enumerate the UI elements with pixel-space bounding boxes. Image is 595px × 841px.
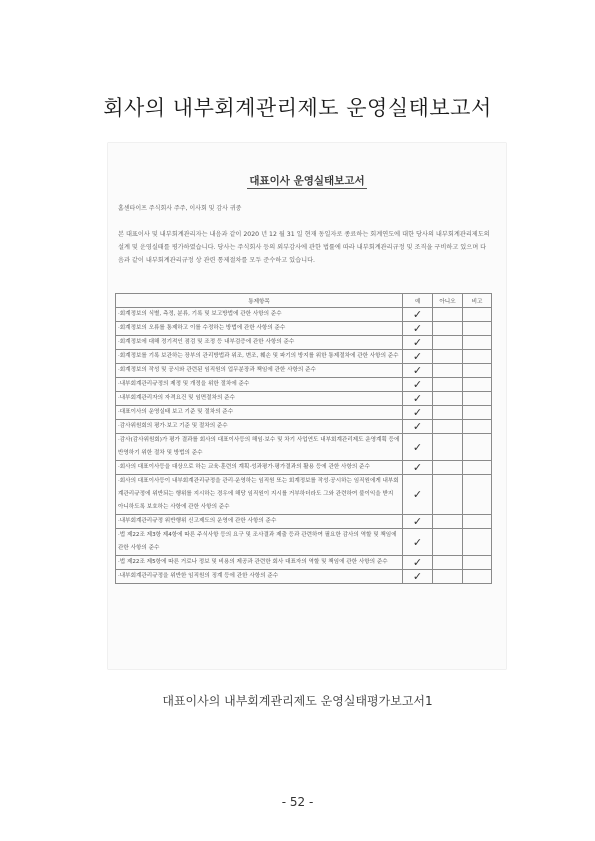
- table-header-row: [116, 294, 492, 308]
- table-row: [116, 420, 492, 434]
- table-row: [116, 308, 492, 322]
- yes-check-mark: ✓: [403, 475, 433, 515]
- table-row: [116, 529, 492, 556]
- yes-check-mark: ✓: [403, 461, 433, 475]
- yes-check-mark: ✓: [403, 556, 433, 570]
- control-item-text: ·내부회계관리규정의 제정 및 개정을 위한 절차에 준수: [116, 378, 403, 392]
- yes-check-mark: ✓: [403, 336, 433, 350]
- control-item-text: ·회계정보의 식별, 측정, 분류, 기록 및 보고방법에 관한 사항의 준수: [116, 308, 403, 322]
- yes-check-mark: ✓: [403, 350, 433, 364]
- header-remarks: 비고: [463, 294, 492, 308]
- control-item-text: ·내부회계관리규정 위반행위 신고제도의 운영에 관한 사항의 준수: [116, 515, 403, 529]
- remarks-cell: [463, 322, 492, 336]
- control-item-text: ·회사의 대표이사등이 내부회계관리규정을 관리·운영하는 임직원 또는 회계정보를 작성·공시하는 임직원에게 내부회계관리규정에 위반되는 행위를 지시하는 경우에 해당 임직원이 지시를 거부하더라도 그와 관련하여 불이익을 받지 아니하도록 보호하는 사항에 관한 사항의 준수: [116, 475, 403, 515]
- remarks-cell: [463, 364, 492, 378]
- no-cell: [433, 336, 463, 350]
- header-yes: 예: [403, 294, 433, 308]
- header-no: 아니오: [433, 294, 463, 308]
- table-row: [116, 406, 492, 420]
- scanned-report: [108, 143, 506, 669]
- yes-check-mark: ✓: [403, 570, 433, 584]
- remarks-cell: [463, 350, 492, 364]
- yes-check-mark: ✓: [403, 406, 433, 420]
- control-item-text: ·회계정보에 대해 정기적인 점검 및 조정 등 내부검증에 관한 사항의 준수: [116, 336, 403, 350]
- remarks-cell: [463, 570, 492, 584]
- report-title: [108, 173, 506, 188]
- report-title-text: 대표이사 운영실태보고서: [249, 175, 365, 187]
- table-row: [116, 475, 492, 515]
- table-row: [116, 461, 492, 475]
- table-row: [116, 434, 492, 461]
- table-row: [116, 364, 492, 378]
- no-cell: [433, 378, 463, 392]
- control-item-text: ·대표이사의 운영실태 보고 기준 및 절차의 준수: [116, 406, 403, 420]
- control-item-text: ·내부회계관리규정을 위반한 임직원의 징계 등에 관한 사항의 준수: [116, 570, 403, 584]
- remarks-cell: [463, 336, 492, 350]
- yes-check-mark: ✓: [403, 434, 433, 461]
- table-row: [116, 322, 492, 336]
- remarks-cell: [463, 392, 492, 406]
- control-item-text: ·회사의 대표이사등을 대상으로 하는 교육·훈련의 계획·성과평가·평가결과의 활용 등에 관한 사항의 준수: [116, 461, 403, 475]
- control-item-text: ·감사(감사위원회)가 평가 결과를 회사의 대표이사등의 해임·보수 및 차기 사업연도 내부회계관리제도 운영계획 등에 반영하기 위한 절차 및 방법의 준수: [116, 434, 403, 461]
- yes-check-mark: ✓: [403, 308, 433, 322]
- header-control-item: 통제항목: [116, 294, 403, 308]
- control-item-text: ·회계정보를 기록 보관하는 장부의 관리방법과 위조, 변조, 훼손 및 파기의 방지를 위한 통제절차에 관한 사항의 준수: [116, 350, 403, 364]
- remarks-cell: [463, 556, 492, 570]
- remarks-cell: [463, 515, 492, 529]
- control-item-text: ·법 제22조 제3항 제4항에 따른 주식사항 등의 요구 및 조사결과 제출 등과 관련하여 필요한 감사의 역할 및 책임에 관한 사항의 준수: [116, 529, 403, 556]
- control-item-text: ·내부회계관리자의 자격요건 및 임면절차의 준수: [116, 392, 403, 406]
- no-cell: [433, 350, 463, 364]
- table-row: [116, 570, 492, 584]
- no-cell: [433, 529, 463, 556]
- no-cell: [433, 461, 463, 475]
- no-cell: [433, 322, 463, 336]
- yes-check-mark: ✓: [403, 420, 433, 434]
- yes-check-mark: ✓: [403, 392, 433, 406]
- remarks-cell: [463, 420, 492, 434]
- page-number: - 52 -: [281, 795, 314, 809]
- control-item-text: ·감사위원회의 평가·보고 기준 및 절차의 준수: [116, 420, 403, 434]
- table-row: [116, 556, 492, 570]
- no-cell: [433, 475, 463, 515]
- report-addressee: 홈센타이프 주식회사 주주, 이사회 및 감사 귀중: [118, 205, 242, 212]
- page-title: 회사의 내부회계관리제도 운영실태보고서: [103, 96, 492, 120]
- no-cell: [433, 406, 463, 420]
- no-cell: [433, 420, 463, 434]
- remarks-cell: [463, 461, 492, 475]
- no-cell: [433, 308, 463, 322]
- table-row: [116, 515, 492, 529]
- control-item-text: ·회계정보의 오류를 통제하고 이를 수정하는 방법에 관한 사항의 준수: [116, 322, 403, 336]
- no-cell: [433, 434, 463, 461]
- remarks-cell: [463, 475, 492, 515]
- no-cell: [433, 556, 463, 570]
- yes-check-mark: ✓: [403, 364, 433, 378]
- remarks-cell: [463, 434, 492, 461]
- no-cell: [433, 515, 463, 529]
- remarks-cell: [463, 529, 492, 556]
- no-cell: [433, 570, 463, 584]
- table-row: [116, 350, 492, 364]
- table-row: [116, 378, 492, 392]
- control-item-text: ·회계정보의 작성 및 공시와 관련된 임직원의 업무분장과 책임에 관한 사항의 준수: [116, 364, 403, 378]
- remarks-cell: [463, 378, 492, 392]
- report-intro: 본 대표이사 및 내부회계관리자는 내음과 같이 2020 년 12 월 31 일 현재 동일자로 종료하는 회계연도에 대한 당사의 내부회계관리제도의 설계 및 운영실태를 평가하였습니다. 당사는 주식회사 등의 외부감사에 관한 법률에 따라 내부회계관리규정 및 조직을 구비하고 있으며 다음과 같이 내부회계관리규정 상 관련 통제절차를 모두 준수하고 있습니다.: [118, 231, 490, 264]
- no-cell: [433, 364, 463, 378]
- no-cell: [433, 392, 463, 406]
- yes-check-mark: ✓: [403, 378, 433, 392]
- remarks-cell: [463, 308, 492, 322]
- figure-caption: 대표이사의 내부회계관리제도 운영실태평가보고서1: [162, 694, 433, 708]
- control-item-text: ·법 제22조 제5항에 따른 거로나 정보 및 비용의 제공과 관련한 회사 대표자의 역할 및 책임에 관한 사항의 준수: [116, 556, 403, 570]
- yes-check-mark: ✓: [403, 529, 433, 556]
- table-row: [116, 336, 492, 350]
- remarks-cell: [463, 406, 492, 420]
- control-checklist-table: [115, 293, 492, 584]
- yes-check-mark: ✓: [403, 515, 433, 529]
- yes-check-mark: ✓: [403, 322, 433, 336]
- table-row: [116, 392, 492, 406]
